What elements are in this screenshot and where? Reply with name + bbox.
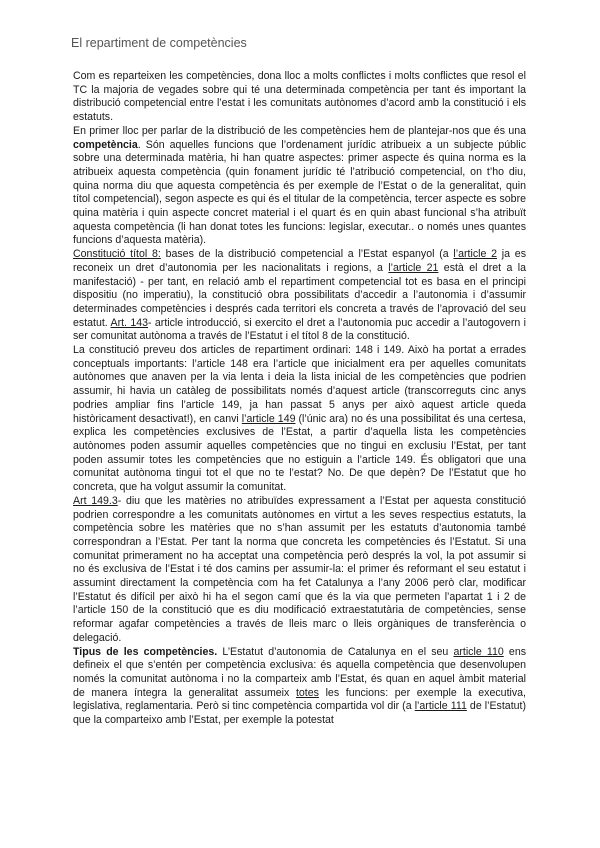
page-header: El repartiment de competències — [71, 36, 247, 50]
paragraph-intro: Com es reparteixen les competències, dona lloc a molts conflictes i molts conflictes que resol el TC la majoria de vegades sobre qui té una determinada competència per tant és important la distribució competencial entre l’estat i les comunitats autònomes d’acord amb la constitució i els estatuts. — [73, 70, 526, 124]
paragraph-definition — [73, 125, 526, 248]
text-run: La constitució preveu dos articles de repartiment ordinari: 148 i 149. Això ha portat a errades conceptuals importants: l’article 148 era l’article que inicialment era per aquelles comunitats autònomes que anaven per la via lenta i deia la lista inicial de les competències que podrien assumir, hi havia un catàleg de possibilitats només d’aquest article (transcorreguts cinc anys podries ampliar fins l’article 149, ja han passat 5 anys per això aquest article queda històricament desactivat!), en canvi — [73, 344, 526, 425]
text-run: L’Estatut d’autonomia de Catalunya en el seu — [217, 645, 454, 658]
paragraph-constitucio — [73, 248, 526, 344]
document-body — [73, 70, 526, 728]
text-run: ja es reconeix un dret d’autonomia per les nacionalitats i regions, a — [73, 248, 526, 274]
link-constitucio-titol-8[interactable]: Constitució títol 8: — [73, 248, 161, 261]
link-art-149-3[interactable]: Art 149.3 — [73, 494, 118, 507]
paragraph-articles-148-149 — [73, 344, 526, 495]
text-run: de l’Estatut) que la comparteixo amb l’Estat, per exemple la potestat — [73, 700, 526, 727]
text-run: està el dret a la manifestació) - per tant, en relació amb el repartiment competencial tot es basa en el principi dispositiu (no imperatiu), la constitució obra possibilitats d’accedir a l’autonomia i d’assumir determinades competències i després cada territori els concreta a través de l’aprovació del seu estatut. — [73, 261, 526, 329]
link-article-21[interactable]: l’article 21 — [388, 261, 439, 274]
emphasis-totes: totes — [295, 686, 319, 699]
text-run: . Són aquelles funcions que l’ordenament jurídic atribueix a un subjecte públic sobre una determinada matèria, hi han quatre aspectes: primer aspecte és quina norma es la atribueix aquesta competència (quin fonament jurídic té l’atribució competencial, on t’ho diu, quina norma diu que aquesta competència és per exemple de l’Estat o de la generalitat, quin títol competencial), segon aspecte es qui és el titular de la competència, tercer aspecte es sobre quina matèria i quin aspecte concret material i el quart és en quin abast funcional s’ha atribuït aquesta competència (li han donat totes les funcions: legislar, executar.. o només unes quantes funcions d’aquesta matèria). — [73, 138, 526, 247]
text-run: En primer lloc per parlar de la distribució de les competències hem de plantejar-nos que és una — [73, 124, 526, 137]
text-run: (l’únic ara) no és una possibilitat és una certesa, explica les competències exclusives de l’Estat, a partir d’aquella lista les competències autònomes poden assumir aquelles competències que no tingui en exclusiu l’Estat, per tant poden assumir totes les competències que no estiguin a l’article 149. És obligatori que una comunitat autònoma tingui tot el que no te l’estat? No. De que depèn? De l’Estatut que ho concreta, que ha volgut assumir la comunitat. — [73, 412, 527, 494]
text-run: - article introducció, si exercito el dret a l’autonomia puc accedir a l’autogovern i ser comunitat autònoma a través de l’Estatut i el títol 8 de la constitució. — [73, 316, 527, 343]
heading-tipus-competencies: Tipus de les competències. — [73, 645, 218, 658]
paragraph-tipus — [73, 646, 526, 728]
text-run: les funcions: per exemple la executiva, legislativa, reglamentaria. Però si tinc competència compartida vol dir (a — [73, 686, 526, 713]
link-art-143[interactable]: Art. 143 — [110, 316, 149, 329]
link-article-149[interactable]: l’article 149 — [241, 412, 296, 425]
paragraph-art-149-3 — [73, 495, 526, 646]
link-article-2[interactable]: l’article 2 — [453, 248, 498, 261]
text-run: bases de la distribució competencial a l’Estat espanyol (a — [160, 248, 454, 261]
term-competencia: competència — [73, 138, 138, 151]
link-article-111[interactable]: l’article 111 — [414, 700, 467, 713]
text-run: ens defineix el que s’entén per competència exclusiva: és aquella competència que desenvolupen només la comunitat autònoma i no la comparteix amb l’Estat, és quan en aquel àmbit material de manera íntegra la generalitat assumeix — [73, 645, 527, 699]
link-article-110[interactable]: article 110 — [453, 645, 504, 658]
text-run: - diu que les matèries no atribuïdes expressament a l’Estat per aquesta constitució podrien correspondre a les comunitats autònomes en virtut a les seves respectius estatuts, la competència sobre les matèries que no s’han assumit per les estatuts d’autonomia també correspondran a l’Estat. Per tant la norma que concreta les competències és l’Estatut. Si una comunitat primerament no ha acceptat una competència però després la vol, la pot assumir si no és exclusiva de l’Estat i té dos camins per assumir-la: el primer és reformant el seu estatut i assumint directament la competència com ha fet Catalunya a l’any 2006 però clar, modificar l’Estatut és difícil per això hi ha el segon camí que és la via que permeten l’apartat 1 i 2 de l’article 150 de la constitució que es diu modificació extraestatutària de competències, sense reformar agafar competències a través de lleis marc o lleis orgàniques de transferència o delegació. — [73, 494, 527, 644]
